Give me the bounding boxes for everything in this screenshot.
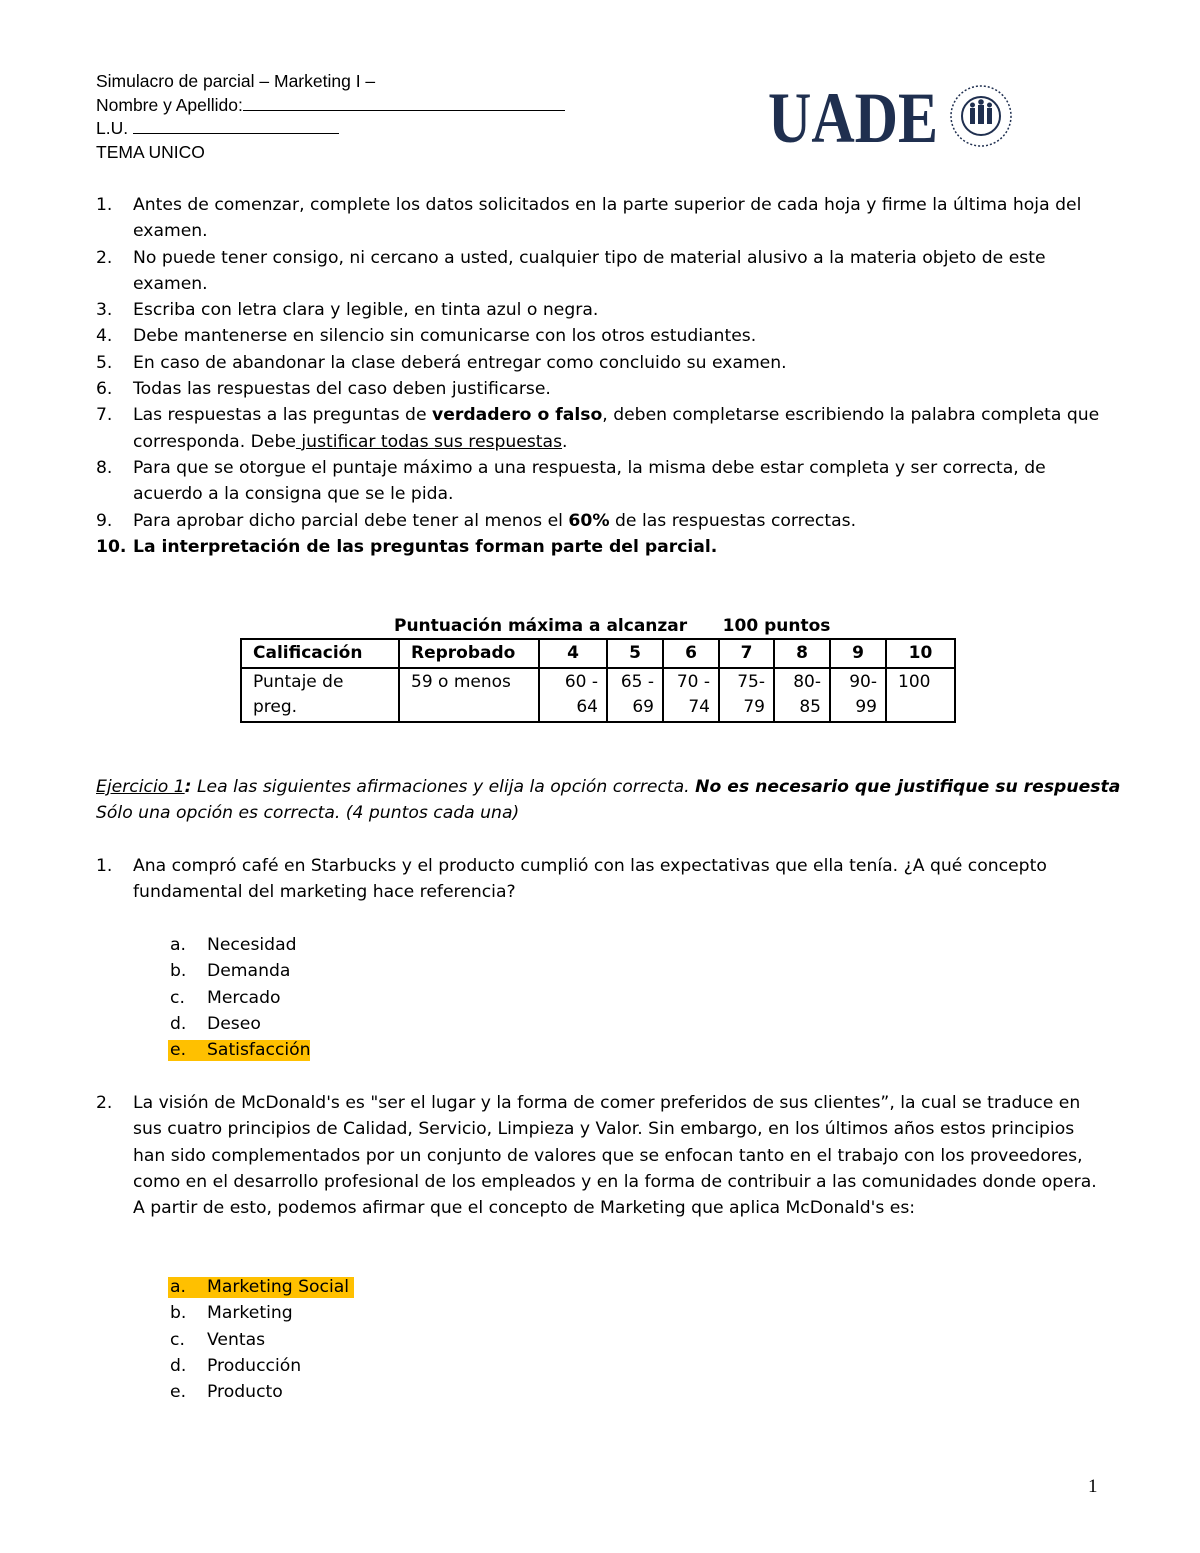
instruction-item: 7. Las respuestas a las preguntas de verdadero o falso, deben completarse escribiendo la palabra completa que corresponda. Debe justificar todas sus respuestas. xyxy=(96,405,1100,452)
exercise-heading: Ejercicio 1: Lea las siguientes afirmaciones y elija la opción correcta. No es necesario que justifique su respuesta Sólo una opción es correcta. (4 puntos cada una) xyxy=(96,774,1126,826)
table-cell: 75- 79 xyxy=(719,668,774,722)
question-2 xyxy=(96,1090,1106,1221)
exercise-label: Ejercicio 1 xyxy=(96,777,185,797)
table-header-cell: Calificación xyxy=(241,639,399,668)
max-points: 100 puntos xyxy=(722,616,831,636)
uade-logo-text: UADE xyxy=(768,80,938,152)
table-header-cell: 6 xyxy=(663,639,719,668)
table-cell: 80- 85 xyxy=(774,668,830,722)
topic-label: TEMA UNICO xyxy=(96,141,205,162)
table-cell: 60 - 64 xyxy=(539,668,607,722)
question-number: 1. xyxy=(96,856,113,876)
instruction-item: 2. No puede tener consigo, ni cercano a usted, cualquier tipo de material alusivo a la materia objeto de este examen. xyxy=(96,247,1046,294)
instruction-item: 5. En caso de abandonar la clase deberá entregar como concluido su examen. xyxy=(96,352,787,373)
instruction-item: 10. La interpretación de las preguntas forman parte del parcial. xyxy=(96,536,718,557)
table-header-cell: 4 xyxy=(539,639,607,668)
table-cell: 90- 99 xyxy=(830,668,886,722)
name-label: Nombre y Apellido: xyxy=(96,94,243,115)
instruction-item: 9. Para aprobar dicho parcial debe tener al menos el 60% de las respuestas correctas. xyxy=(96,510,857,531)
question-text: Ana compró café en Starbucks y el producto cumplió con las expectativas que ella tenía. ¿A qué concepto fundamental del marketing hace referencia? xyxy=(133,856,1047,903)
name-blank-line[interactable] xyxy=(243,94,565,111)
uade-logo xyxy=(768,80,1028,152)
table-header-cell: Reprobado xyxy=(399,639,539,668)
table-header-cell: 9 xyxy=(830,639,886,668)
instruction-item: 6. Todas las respuestas del caso deben justificarse. xyxy=(96,379,551,400)
exam-title: Simulacro de parcial – Marketing I – xyxy=(96,71,376,91)
table-cell: Puntaje de preg. xyxy=(241,668,399,722)
exam-header xyxy=(96,70,565,164)
score-title: Puntuación máxima a alcanzar 100 puntos xyxy=(394,616,831,636)
instruction-item: 3. Escriba con letra clara y legible, en tinta azul o negra. xyxy=(96,300,599,321)
table-cell: 100 xyxy=(886,668,955,722)
table-header-cell: 5 xyxy=(607,639,663,668)
lu-blank-line[interactable] xyxy=(133,117,339,134)
fundacion-seal-icon xyxy=(951,86,1011,146)
table-header-cell: 7 xyxy=(719,639,774,668)
instruction-item: 8. Para que se otorgue el puntaje máximo a una respuesta, la misma debe estar completa y ser correcta, de acuerdo a la consigna que se le pida. xyxy=(96,457,1046,505)
table-cell: 70 - 74 xyxy=(663,668,719,722)
exercise-subtitle: Sólo una opción es correcta. (4 puntos cada una) xyxy=(96,803,520,823)
table-header-cell: 10 xyxy=(886,639,955,668)
grades-table xyxy=(240,638,956,723)
instructions-list xyxy=(96,192,1106,560)
table-cell: 59 o menos xyxy=(399,668,539,722)
table-cell: 65 - 69 xyxy=(607,668,663,722)
lu-label: L.U. xyxy=(96,118,129,138)
instruction-item: 4. Debe mantenerse en silencio sin comunicarse con los otros estudiantes. xyxy=(96,326,757,347)
lu-field-row xyxy=(96,117,565,141)
grades-header-row xyxy=(241,639,955,668)
instruction-item: 1. Antes de comenzar, complete los datos solicitados en la parte superior de cada hoja y firme la última hoja del examen. xyxy=(96,195,1082,242)
grades-points-row xyxy=(241,668,955,722)
table-header-cell: 8 xyxy=(774,639,830,668)
question-1 xyxy=(96,853,1106,906)
question-text: La visión de McDonald's es "ser el lugar y la forma de comer preferidos de sus clientes”, la cual se traduce en sus cuatro principios de Calidad, Servicio, Limpieza y Valor. Sin embargo, en los últimos años estos principios han sido complementados por un conjunto de valores que se enfocan tanto en el trabajo con los proveedores, como en el desarrollo profesional de los empleados y en la forma de contribuir a las comunidades donde opera. A partir de esto, podemos afirmar que el concepto de Marketing que aplica McDonald's es: xyxy=(133,1093,1097,1219)
question-number: 2. xyxy=(96,1093,113,1113)
name-field-row xyxy=(96,94,565,118)
page-number: 1 xyxy=(1088,1476,1098,1497)
